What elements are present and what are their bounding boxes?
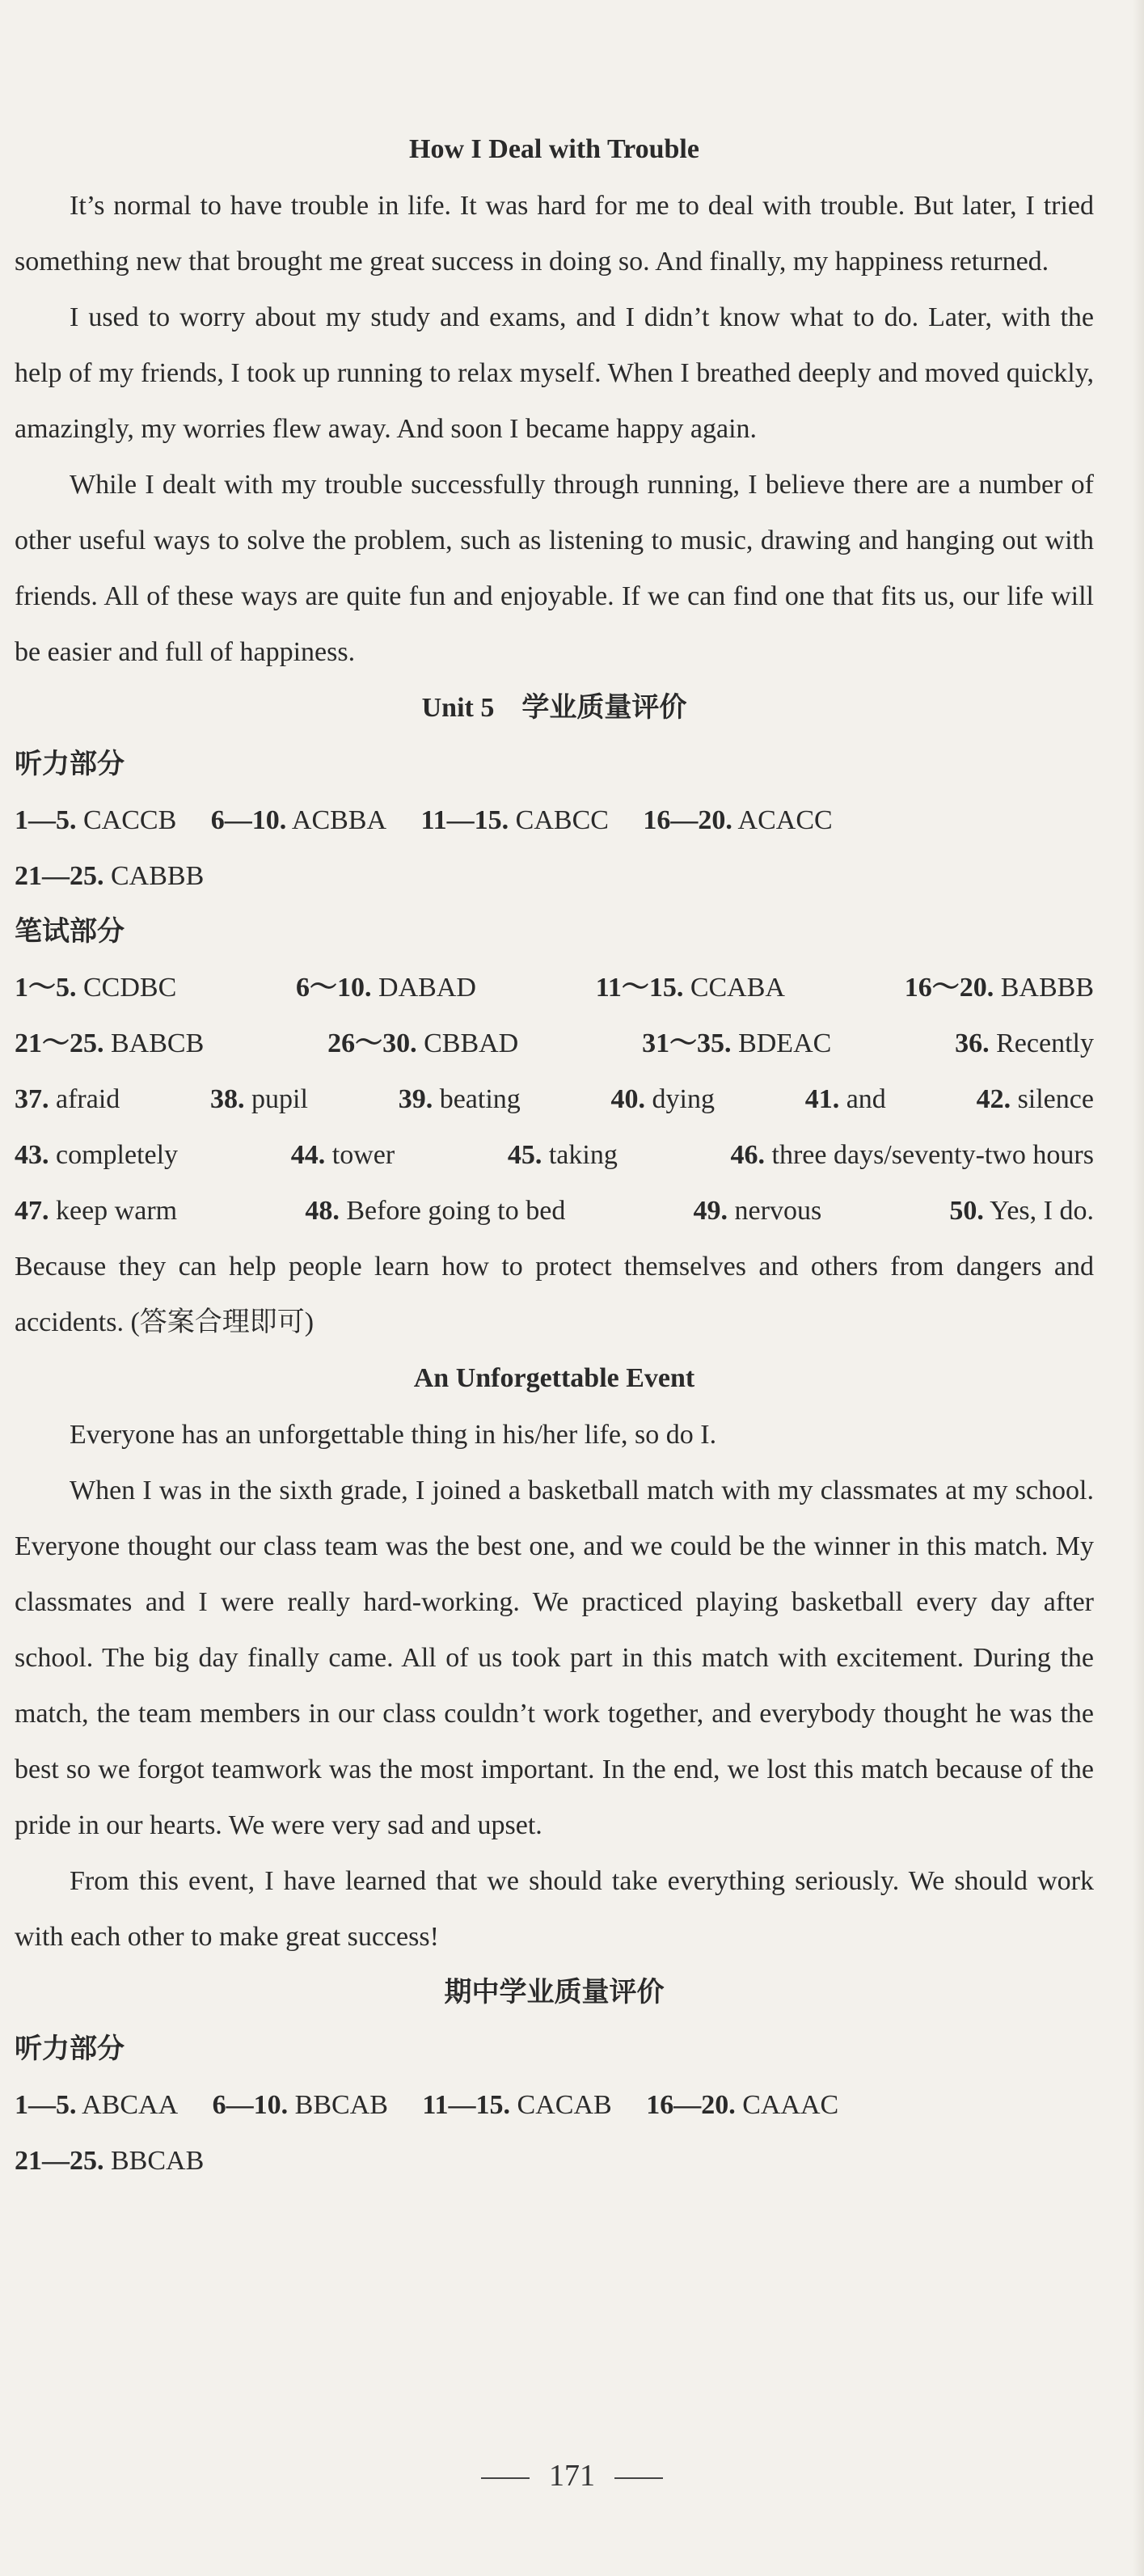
answer-row [15, 792, 1094, 848]
page-footer [0, 2458, 1144, 2494]
answer-item: 6—10. ACBBA [210, 805, 387, 835]
answer-item: 11—15. CABCC [420, 805, 609, 835]
footer-dash [481, 2477, 530, 2479]
answer-row [15, 960, 1094, 1016]
answer-item: 1—5. CACCB [15, 805, 177, 835]
answer-item: 1～5. CCDBC [15, 973, 177, 1003]
answer-item: 46. three days/seventy-two hours [730, 1140, 1094, 1170]
answer-item: 49. nervous [693, 1196, 822, 1226]
answer-item: 16—20. ACACC [643, 805, 833, 835]
answer-item: 21—25. CABBB [15, 861, 205, 891]
answer-item: 40. dying [610, 1084, 715, 1114]
page-number: 171 [549, 2459, 595, 2493]
answer-item: 37. afraid [15, 1084, 120, 1114]
unit5-title: Unit 5 学业质量评价 [421, 693, 687, 723]
answer-item: 42. silence [976, 1084, 1094, 1114]
answer-50-text: Because they can help people learn how to protect themselves and others from dangers and accidents. (答案合理即可) [15, 1252, 1094, 1337]
answer-item: 44. tower [290, 1140, 395, 1170]
answer-row [15, 1127, 1094, 1183]
essay2-title: An Unforgettable Event [413, 1363, 695, 1393]
footer-dash [614, 2477, 663, 2479]
answer-item: 26～30. CBBAD [327, 1028, 519, 1058]
answer-item: 16—20. CAAAC [646, 2090, 839, 2120]
answer-item: 11—15. CACAB [422, 2090, 612, 2120]
answer-row [15, 2133, 1094, 2189]
essay2-paragraph: Everyone has an unforgettable thing in his/her life, so do I. [70, 1420, 717, 1450]
answer-item: 47. keep warm [15, 1196, 178, 1226]
answer-item: 21—25. BBCAB [15, 2146, 205, 2176]
essay2-paragraph: From this event, I have learned that we should take everything seriously. We should work with each other to make great success! [15, 1866, 1094, 1952]
essay1-paragraph: While I dealt with my trouble successfully through running, I believe there are a number of other useful ways to solve the problem, such as listening to music, drawing and hanging out with friends. All of these ways are quite fun and enjoyable. If we can find one that fits us, our life will be easier and full of happiness. [15, 470, 1094, 667]
answer-item: 38. pupil [210, 1084, 308, 1114]
midterm-listening-label: 听力部分 [15, 2034, 125, 2064]
unit5-listening-label: 听力部分 [15, 750, 125, 779]
answer-item: 41. and [804, 1084, 886, 1114]
answer-row [15, 1183, 1094, 1239]
answer-item: 21～25. BABCB [15, 1028, 205, 1058]
page-edge-shadow [1133, 0, 1144, 2576]
answer-row [15, 1071, 1094, 1127]
essay2-paragraph: When I was in the sixth grade, I joined a basketball match with my classmates at my school. Everyone thought our class team was the best one, and we could be the winner in this match. My classmates and I were really hard-working. We practiced playing basketball every day after school. The big day finally came. All of us took part in this match with excitement. During the match, the team members in our class couldn’t work together, and everybody thought he was the best so we forgot teamwork was the most important. In the end, we lost this match because of the pride in our hearts. We were very sad and upset. [15, 1476, 1094, 1840]
answer-item: 43. completely [15, 1140, 179, 1170]
answer-page [15, 121, 1094, 2189]
answer-item: 11～15. CCABA [595, 973, 785, 1003]
answer-item: 1—5. ABCAA [15, 2090, 179, 2120]
answer-row [15, 2077, 1094, 2133]
unit5-written-label: 笔试部分 [15, 917, 125, 947]
essay1-title: How I Deal with Trouble [409, 134, 699, 164]
answer-item: 6～10. DABAD [296, 973, 476, 1003]
answer-item: 31～35. BDEAC [642, 1028, 832, 1058]
essay1-paragraph: I used to worry about my study and exams, and I didn’t know what to do. Later, with the help of my friends, I took up running to relax myself. When I breathed deeply and moved quickly, amazingly, my worries flew away. And soon I became happy again. [15, 302, 1094, 444]
answer-item: 39. beating [398, 1084, 521, 1114]
answer-item: 48. Before going to bed [305, 1196, 566, 1226]
answer-item: 16～20. BABBB [904, 973, 1094, 1003]
answer-row [15, 1016, 1094, 1071]
answer-item: 36. Recently [955, 1028, 1094, 1058]
answer-item: 50. Yes, I do. [949, 1196, 1094, 1226]
answer-row [15, 848, 1094, 904]
answer-item: 6—10. BBCAB [212, 2090, 388, 2120]
midterm-title: 期中学业质量评价 [444, 1978, 665, 2008]
answer-item: 45. taking [507, 1140, 618, 1170]
essay1-paragraph: It’s normal to have trouble in life. It was hard for me to deal with trouble. But later, I tried something new that brought me great success in doing so. And finally, my happiness returned. [15, 191, 1094, 277]
